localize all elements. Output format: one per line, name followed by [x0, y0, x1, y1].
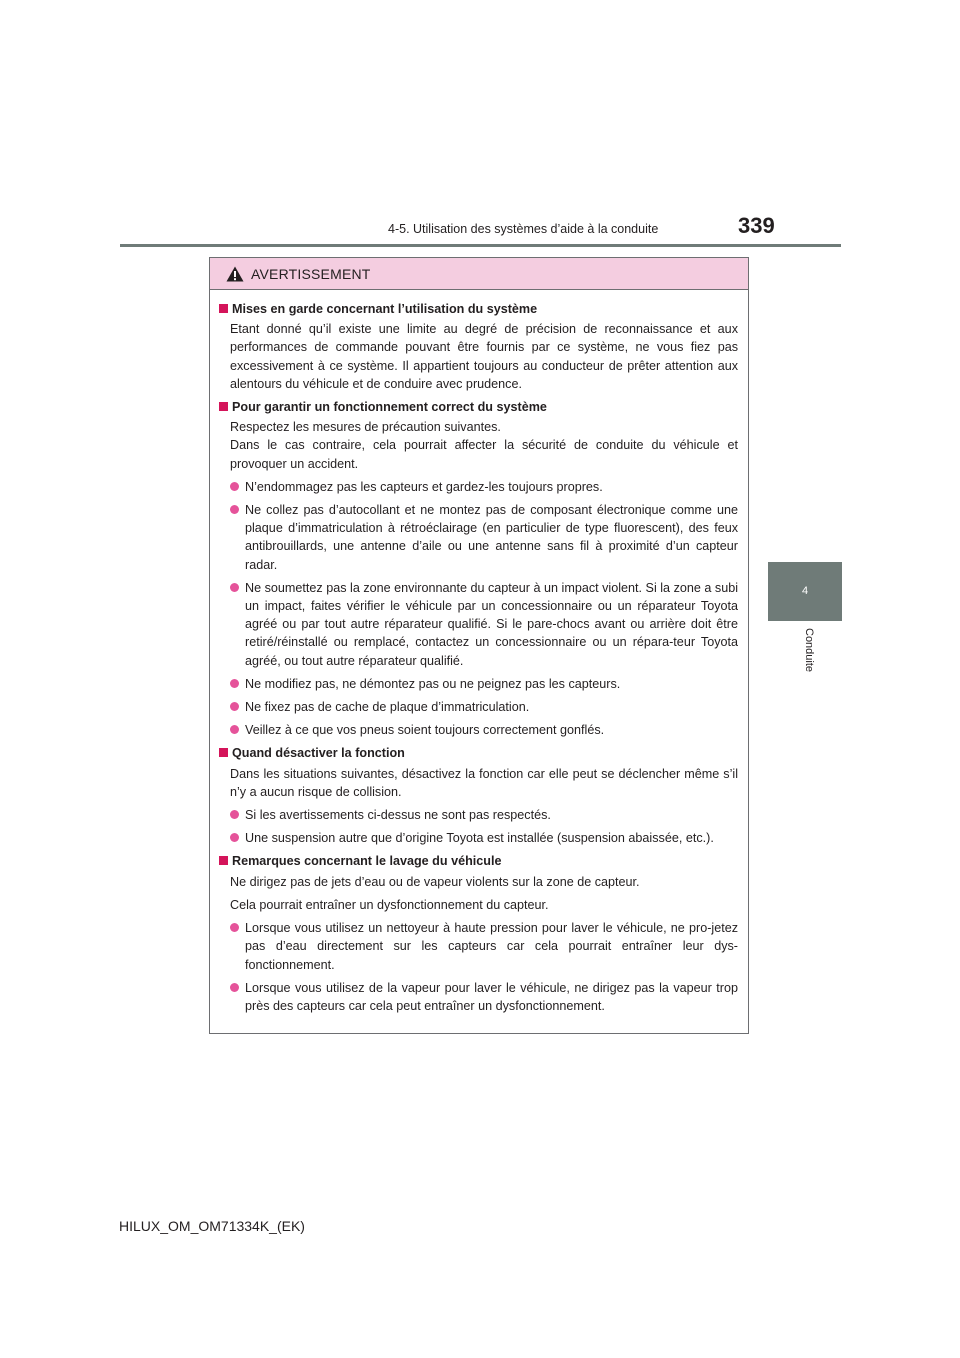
- warning-body: [210, 290, 748, 1015]
- list-item: [230, 698, 738, 716]
- circle-bullet-icon: [230, 702, 239, 711]
- chapter-tab: 4: [768, 562, 842, 621]
- circle-bullet-icon: [230, 983, 239, 992]
- section-heading-text: Remarques concernant le lavage du véhicule: [232, 854, 502, 869]
- list-item: [230, 829, 738, 847]
- section-heading-text: Mises en garde concernant l’utilisation du système: [232, 302, 538, 316]
- warning-section: [219, 744, 741, 847]
- circle-bullet-icon: [230, 482, 239, 491]
- circle-bullet-icon: [230, 725, 239, 734]
- circle-bullet-icon: [230, 833, 239, 842]
- list-item: [230, 919, 738, 974]
- header-divider: [120, 244, 841, 247]
- warning-triangle-icon: [226, 265, 244, 283]
- square-bullet-icon: [219, 304, 228, 313]
- warning-header: [210, 258, 748, 290]
- warning-section: [219, 300, 741, 393]
- section-paragraph: Cela pourrait entraîner un dysfonctionnement du capteur.: [230, 897, 549, 912]
- list-item-text: Ne collez pas d’autocollant et ne montez pas de composant électronique comme une plaque d’immatriculation à rétroéclairage (en particulier de type fluorescent), des feux antibrouillards, une antenne d’aile ou une antenne sans fil à proximité d’un capteur radar.: [245, 503, 738, 572]
- list-item-text: Lorsque vous utilisez de la vapeur pour laver le véhicule, ne dirigez pas la vapeur trop près des capteurs car cela peut entraîner un dysfonctionnement.: [245, 980, 738, 1013]
- circle-bullet-icon: [230, 583, 239, 592]
- list-item: [230, 979, 738, 1015]
- warning-title: AVERTISSEMENT: [251, 265, 371, 282]
- warning-box: [209, 257, 749, 1034]
- list-item-text: Ne soumettez pas la zone environnante du capteur à un impact violent. Si la zone a subi un impact, faites vérifier le véhicule par un concessionnaire ou un réparateur Toyota agréé ou par tout autre réparateur qualifié. Si le pare-chocs avant ou arrière doit être retiré/réinstallé ou remplacé, contactez un concessionnaire ou un répara-teur Toyota agréé, ou tout autre réparateur qualifié.: [245, 580, 738, 668]
- list-item: [230, 579, 738, 670]
- section-heading: [219, 744, 741, 762]
- list-item-text: Ne modifiez pas, ne démontez pas ou ne peignez pas les capteurs.: [245, 676, 621, 691]
- circle-bullet-icon: [230, 810, 239, 819]
- section-heading: [219, 852, 741, 870]
- square-bullet-icon: [219, 402, 228, 411]
- section-paragraph: Ne dirigez pas de jets d’eau ou de vapeur violents sur la zone de capteur.: [230, 874, 640, 889]
- square-bullet-icon: [219, 748, 228, 757]
- document-code: HILUX_OM_OM71334K_(EK): [119, 1218, 305, 1234]
- list-item-text: N’endommagez pas les capteurs et gardez-les toujours propres.: [245, 479, 603, 494]
- section-heading: [219, 300, 741, 318]
- list-item: [230, 806, 738, 824]
- list-item-text: Ne fixez pas de cache de plaque d’immatriculation.: [245, 700, 530, 715]
- warning-section: [219, 398, 741, 739]
- list-item: [230, 721, 738, 739]
- page-number: 339: [738, 213, 775, 238]
- list-item-text: Lorsque vous utilisez un nettoyeur à haute pression pour laver le véhicule, ne pro-jetez pas d’eau directement sur les capteurs car cela pourrait entraîner leur dys-fonctionnement.: [245, 921, 738, 972]
- section-heading: [219, 398, 741, 416]
- circle-bullet-icon: [230, 923, 239, 932]
- list-item-text: Une suspension autre que d’origine Toyota est installée (suspension abaissée, etc.).: [245, 831, 714, 846]
- list-item: [230, 675, 738, 693]
- circle-bullet-icon: [230, 679, 239, 688]
- section-paragraph: Respectez les mesures de précaution suivantes. Dans le cas contraire, cela pourrait affecter la sécurité de conduite du véhicule et provoquer un accident.: [230, 420, 738, 471]
- section-heading-text: Quand désactiver la fonction: [232, 746, 405, 761]
- warning-section: [219, 852, 741, 1015]
- list-item-text: Si les avertissements ci-dessus ne sont pas respectés.: [245, 808, 551, 823]
- list-item: [230, 501, 738, 574]
- list-item-text: Veillez à ce que vos pneus soient toujours correctement gonflés.: [245, 723, 605, 738]
- section-paragraph: Etant donné qu’il existe une limite au degré de précision de reconnaissance et aux performances de commande pouvant être fournis par ce système, ne vous fiez pas excessivement à ce système. Il appartient toujours au conducteur de prêter attention aux alentours du véhicule et de conduire avec prudence.: [230, 322, 738, 391]
- circle-bullet-icon: [230, 505, 239, 514]
- chapter-label: Conduite: [803, 628, 815, 673]
- square-bullet-icon: [219, 856, 228, 865]
- list-item: [230, 478, 738, 496]
- section-title: 4-5. Utilisation des systèmes d’aide à la conduite: [388, 222, 659, 236]
- section-heading-text: Pour garantir un fonctionnement correct du système: [232, 400, 547, 415]
- section-paragraph: Dans les situations suivantes, désactivez la fonction car elle peut se déclencher même s’il n’y a aucun risque de collision.: [230, 766, 738, 799]
